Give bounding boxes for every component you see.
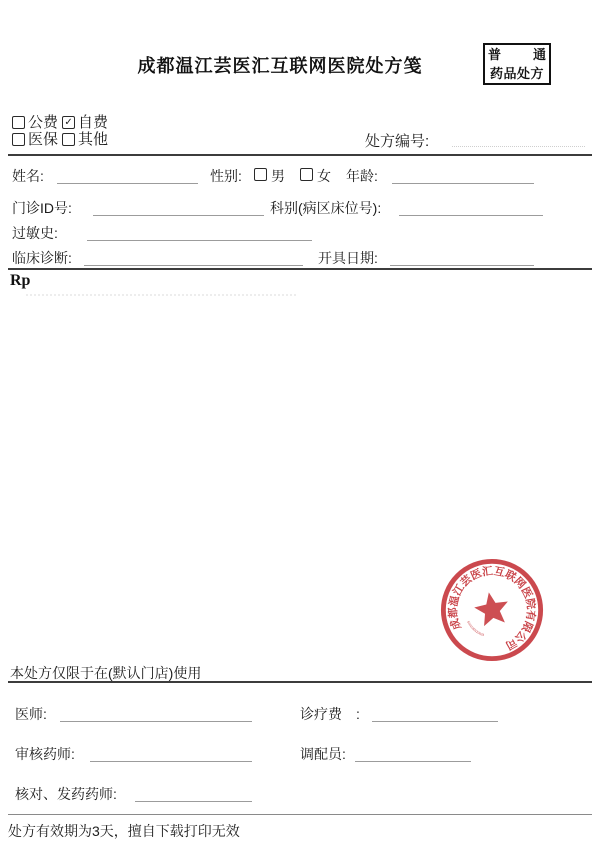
- payment-option-public: [12, 114, 58, 131]
- check-dispense-pharmacist-label: 核对、发药药师:: [15, 786, 117, 802]
- signature-section-divider: [8, 681, 592, 683]
- name-line: [57, 167, 198, 184]
- diagnosis-label: 临床诊断:: [12, 250, 72, 266]
- female-label: 女: [317, 168, 331, 184]
- payment-label-self: 自费: [78, 114, 109, 131]
- male-label: 男: [271, 168, 285, 184]
- allergy-line: [87, 224, 312, 241]
- payment-option-self: [62, 114, 108, 131]
- payment-option-other: [62, 131, 108, 148]
- physician-label: 医师:: [15, 706, 47, 722]
- header-divider: [8, 154, 592, 156]
- redacted-smudge: [26, 288, 296, 296]
- page-title: 成都温江芸医汇互联网医院处方笺: [137, 56, 423, 76]
- age-label: 年龄:: [346, 168, 378, 184]
- checkbox-male: [254, 168, 267, 181]
- department-line: [399, 199, 543, 216]
- checkbox-medical-insurance: [12, 133, 25, 146]
- hospital-seal-stamp: [418, 536, 566, 684]
- review-pharmacist-line: [90, 745, 252, 762]
- prescription-no-label: 处方编号:: [365, 133, 430, 150]
- dispenser-label: 调配员:: [300, 746, 346, 762]
- seal-ring-text: 成都温江芸医汇互联网医院有限公司: [447, 565, 537, 652]
- payment-label-other: 其他: [78, 131, 109, 148]
- svg-text:5101180120623: [466, 620, 485, 637]
- treatment-fee-label: 诊疗费 :: [300, 706, 360, 722]
- checkbox-public-expense: [12, 116, 25, 129]
- prescription-no-line: [452, 132, 585, 147]
- name-label: 姓名:: [12, 168, 44, 184]
- payment-option-insurance: [12, 131, 58, 148]
- gender-label: 性别:: [210, 168, 242, 184]
- footer-divider: [8, 814, 592, 815]
- patient-section-divider: [8, 268, 592, 270]
- payment-type-group: [12, 114, 112, 148]
- issue-date-line: [390, 249, 534, 266]
- rp-label: Rp: [10, 272, 31, 289]
- issue-date-label: 开具日期:: [318, 250, 378, 266]
- physician-line: [60, 705, 252, 722]
- prescription-type-box: [483, 43, 551, 85]
- outpatient-id-label: 门诊ID号:: [12, 200, 72, 216]
- prescription-type-line2: 药品处方: [489, 66, 544, 81]
- checkbox-other: [62, 133, 75, 146]
- payment-row-1: [12, 114, 112, 131]
- payment-row-2: [12, 131, 112, 148]
- store-usage-note: 本处方仅限于在(默认门店)使用: [10, 665, 202, 681]
- checkbox-female: [300, 168, 313, 181]
- diagnosis-line: [84, 249, 303, 266]
- prescription-type-line1: 普 通: [488, 47, 546, 62]
- age-line: [392, 167, 534, 184]
- seal-star-icon: [474, 592, 508, 626]
- seal-code-text: 5101180120623: [466, 620, 485, 638]
- payment-label-insurance: 医保: [28, 131, 59, 148]
- outpatient-id-line: [93, 199, 264, 216]
- checkbox-self-pay: ✓: [62, 116, 75, 129]
- treatment-fee-line: [372, 705, 498, 722]
- check-dispense-pharmacist-line: [135, 785, 252, 802]
- payment-label-public: 公费: [28, 114, 59, 131]
- allergy-label: 过敏史:: [12, 225, 58, 241]
- department-label: 科别(病区床位号):: [270, 200, 382, 216]
- validity-note: 处方有效期为3天，擅自下载打印无效: [8, 823, 240, 839]
- dispenser-line: [355, 745, 471, 762]
- review-pharmacist-label: 审核药师:: [15, 746, 75, 762]
